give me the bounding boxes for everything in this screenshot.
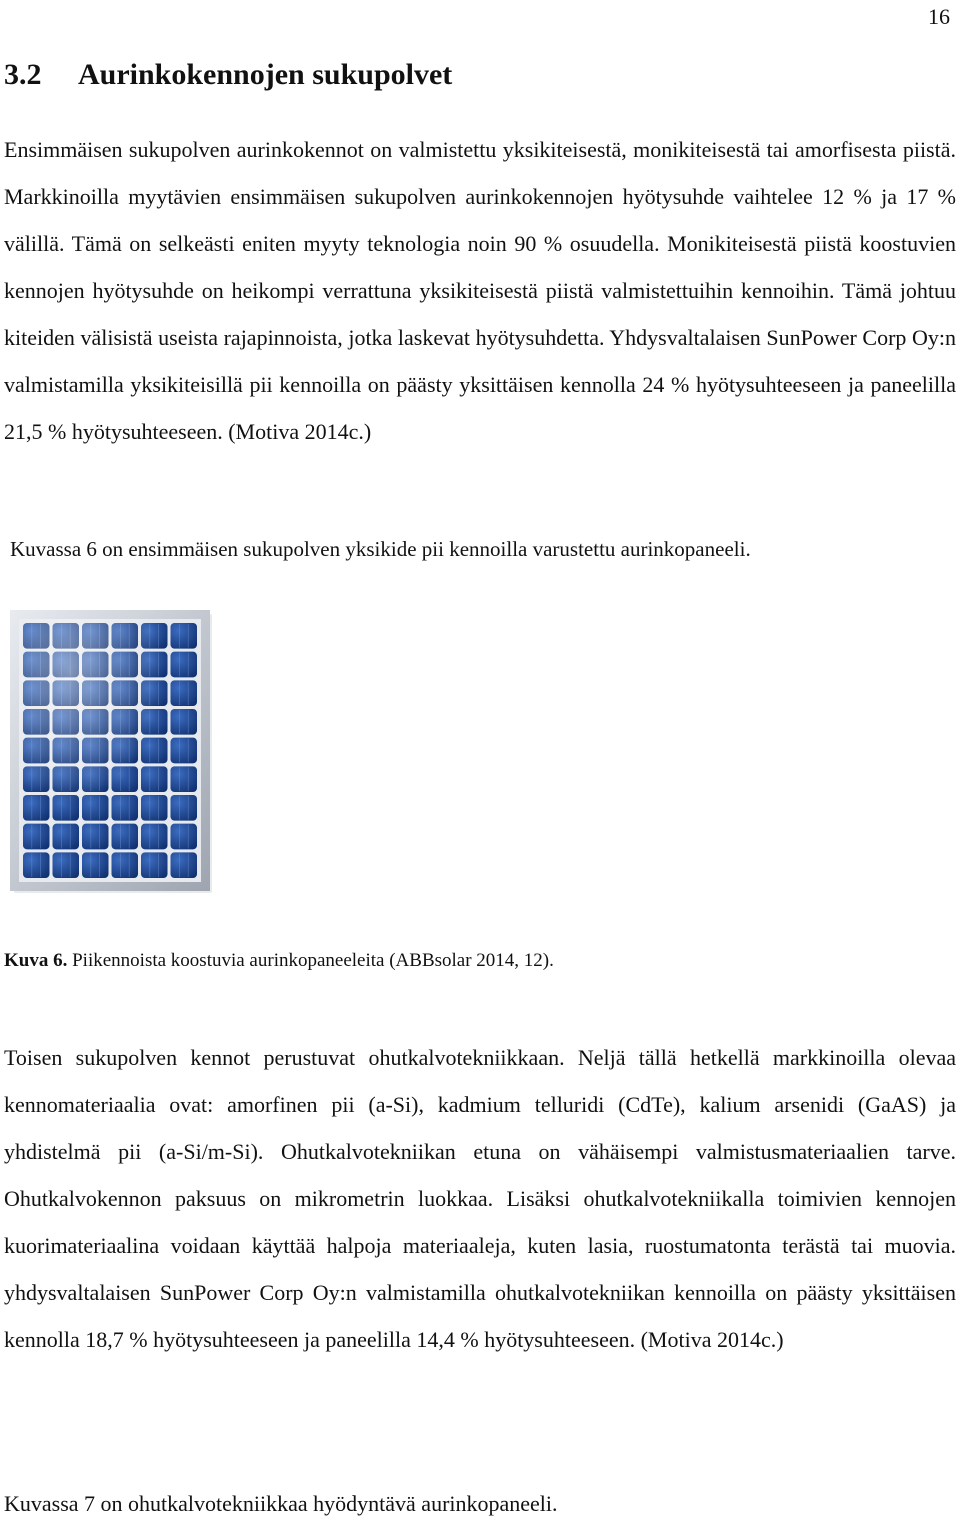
solar-panel-image — [10, 610, 216, 897]
closing-sentence: Kuvassa 7 on ohutkalvotekniikkaa hyödyntävä aurinkopaneeli. — [4, 1491, 558, 1516]
page-number: 16 — [928, 4, 950, 29]
solar-panel-figure — [10, 610, 216, 897]
caption-text: Piikennoista koostuvia aurinkopaneeleita (ABBsolar 2014, 12). — [67, 950, 554, 971]
caption-label: Kuva 6. — [4, 950, 68, 971]
paragraph-second-generation: Toisen sukupolven kennot perustuvat ohutkalvotekniikkaan. Neljä tällä hetkellä markkinoilla olevaa kennomateriaalia ovat: amorfinen pii (a-Si), kadmium telluridi (CdTe), kalium arsenidi (GaAS) ja yhdistelmä pii (a-Si/m-Si). Ohutkalvotekniikan etuna on vähäisempi valmistusmateriaalien tarve. Ohutkalvokennon paksuus on mikrometrin luokkaa. Lisäksi ohutkalvotekniikalla toimivien kennojen kuorimateriaalina voidaan käyttää halpoja materiaaleja, kuten lasia, ruostumatonta terästä tai muovia. yhdysvaltalaisen SunPower Corp Oy:n valmistamilla ohutkalvotekniikan kennoilla on päästy yksittäisen kennolla 18,7 % hyötysuhteeseen ja paneelilla 14,4 % hyötysuhteeseen. (Motiva 2014c.) — [4, 1045, 956, 1352]
section-number: 3.2 — [4, 58, 42, 91]
section-title: Aurinkokennojen sukupolvet — [78, 58, 453, 91]
figure-intro: Kuvassa 6 on ensimmäisen sukupolven yksikide pii kennoilla varustettu aurinkopaneeli. — [10, 537, 751, 561]
section-heading — [4, 58, 452, 92]
figure-caption — [4, 950, 554, 972]
paragraph-first-generation: Ensimmäisen sukupolven aurinkokennot on valmistettu yksikiteisestä, monikiteisestä tai amorfisesta piistä. Markkinoilla myytävien ensimmäisen sukupolven aurinkokennojen hyötysuhde vaihtelee 12 % ja 17 % välillä. Tämä on selkeästi eniten myyty teknologia noin 90 % osuudella. Monikiteisestä piistä koostuvien kennojen hyötysuhde on heikompi verrattuna yksikiteisestä piistä valmistettuihin kennoihin. Tämä johtuu kiteiden välisistä useista rajapinnoista, jotka laskevat hyötysuhdetta. Yhdysvaltalaisen SunPower Corp Oy:n valmistamilla yksikiteisillä pii kennoilla on päästy yksittäisen kennolla 24 % hyötysuhteeseen ja paneelilla 21,5 % hyötysuhteeseen. (Motiva 2014c.) — [4, 137, 956, 444]
panel-glare — [19, 619, 201, 882]
